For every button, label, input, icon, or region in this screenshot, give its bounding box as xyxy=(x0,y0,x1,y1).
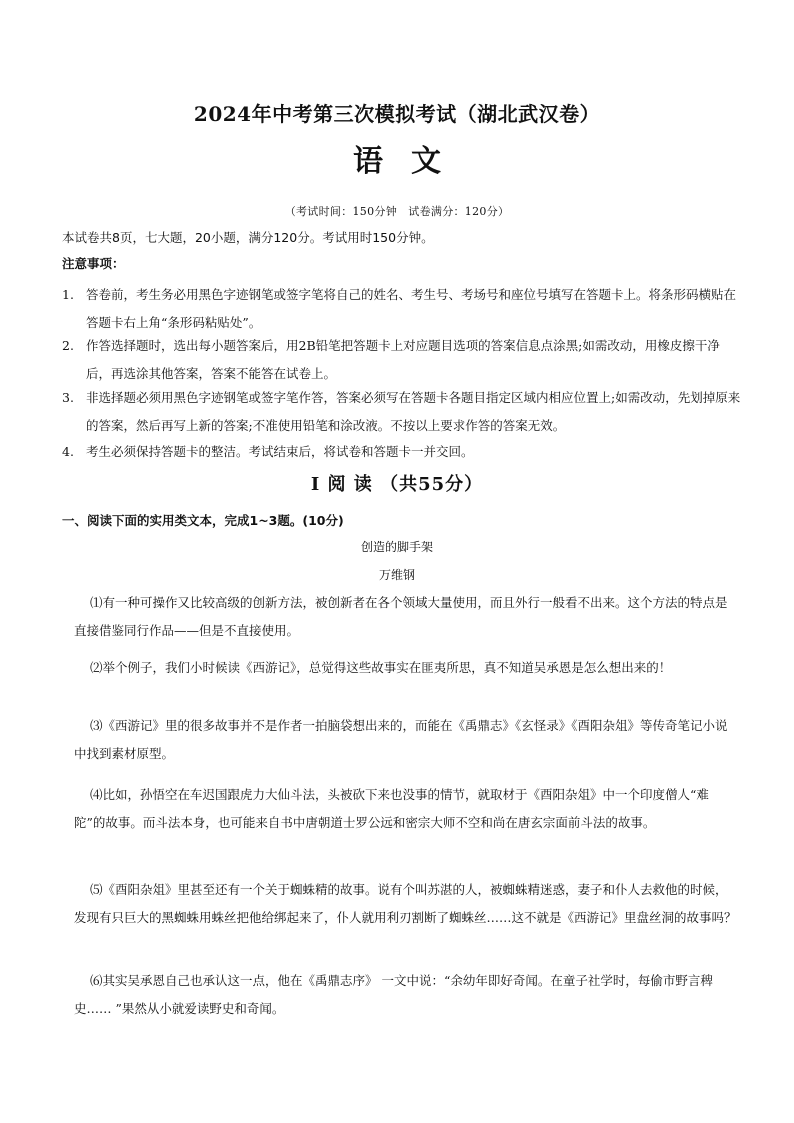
notice-text: 答卷前，考生务必用黑色字迹钢笔或签字笔将自己的姓名、考生号、考场号和座位号填写在答题卡上。将条形码横贴在答题卡右上角“条形码粘贴处”。 xyxy=(86,287,737,330)
article-paragraph: ⑷比如，孙悟空在车迟国跟虎力大仙斗法，头被砍下来也没事的情节，就取材于《酉阳杂俎》中一个印度僧人“难陀”的故事。而斗法本身，也可能来自书中唐朝道士罗公远和密宗大师不空和尚在唐玄宗面前斗法的故事。 xyxy=(74,787,709,830)
notice-item xyxy=(62,332,742,388)
notice-item xyxy=(62,281,742,337)
exam-title: 2024年中考第三次模拟考试（湖北武汉卷） xyxy=(193,102,601,126)
notice-item xyxy=(62,438,742,466)
article-title: 创造的脚手架 xyxy=(360,540,433,554)
question-prompt: 一、阅读下面的实用类文本，完成1~3题。(10分) xyxy=(62,513,344,528)
article-author: 万维钢 xyxy=(378,568,415,582)
subject-title: 语文 xyxy=(353,144,469,179)
notice-number: 1. xyxy=(62,287,74,302)
notice-number: 3. xyxy=(62,390,74,405)
section-heading: I 阅 读 （共55分） xyxy=(310,474,484,495)
article-paragraph: ⑹其实吴承恩自己也承认这一点，他在《禹鼎志序》 一文中说：“余幼年即好奇闻。在童子社学时，每偷市野言稗史…… ”果然从小就爱读野史和奇闻。 xyxy=(74,973,713,1016)
notice-number: 2. xyxy=(62,338,74,353)
notice-text: 考生必须保持答题卡的整洁。考试结束后，将试卷和答题卡一并交回。 xyxy=(86,444,474,459)
notice-text: 非选择题必须用黑色字迹钢笔或签字笔作答，答案必须写在答题卡各题目指定区域内相应位置上;如需改动，先划掉原来的答案，然后再写上新的答案;不准使用铅笔和涂改液。不按以上要求作答的答案无效。 xyxy=(86,390,741,433)
notice-number: 4. xyxy=(62,444,74,459)
notice-item xyxy=(62,384,742,440)
notice-title: 注意事项： xyxy=(62,256,125,271)
exam-info: （考试时间：150分钟 试卷满分：120分） xyxy=(284,205,510,218)
article-paragraph: ⑶《西游记》里的很多故事并不是作者一拍脑袋想出来的，而能在《禹鼎志》《玄怪录》《酉阳杂俎》等传奇笔记小说中找到素材原型。 xyxy=(74,718,728,761)
article-paragraph: ⑸《酉阳杂俎》里甚至还有一个关于蜘蛛精的故事。说有个叫苏湛的人，被蜘蛛精迷惑，妻子和仆人去救他的时候，发现有只巨大的黑蜘蛛用蛛丝把他给绑起来了，仆人就用利刃割断了蜘蛛丝……这不就是《西游记》里盘丝洞的故事吗？ xyxy=(74,882,737,925)
intro-text: 本试卷共8页，七大题，20小题，满分120分。考试用时150分钟。 xyxy=(62,230,434,245)
article-paragraph: ⑵举个例子，我们小时候读《西游记》，总觉得这些故事实在匪夷所思，真不知道吴承恩是怎么想出来的！ xyxy=(90,660,672,675)
article-paragraph: ⑴有一种可操作又比较高级的创新方法，被创新者在各个领域大量使用，而且外行一般看不出来。这个方法的特点是直接借鉴同行作品——但是不直接使用。 xyxy=(74,595,728,638)
notice-text: 作答选择题时，选出每小题答案后，用2B铅笔把答题卡上对应题目选项的答案信息点涂黑;如需改动，用橡皮擦干净后，再选涂其他答案，答案不能答在试卷上。 xyxy=(86,338,720,381)
